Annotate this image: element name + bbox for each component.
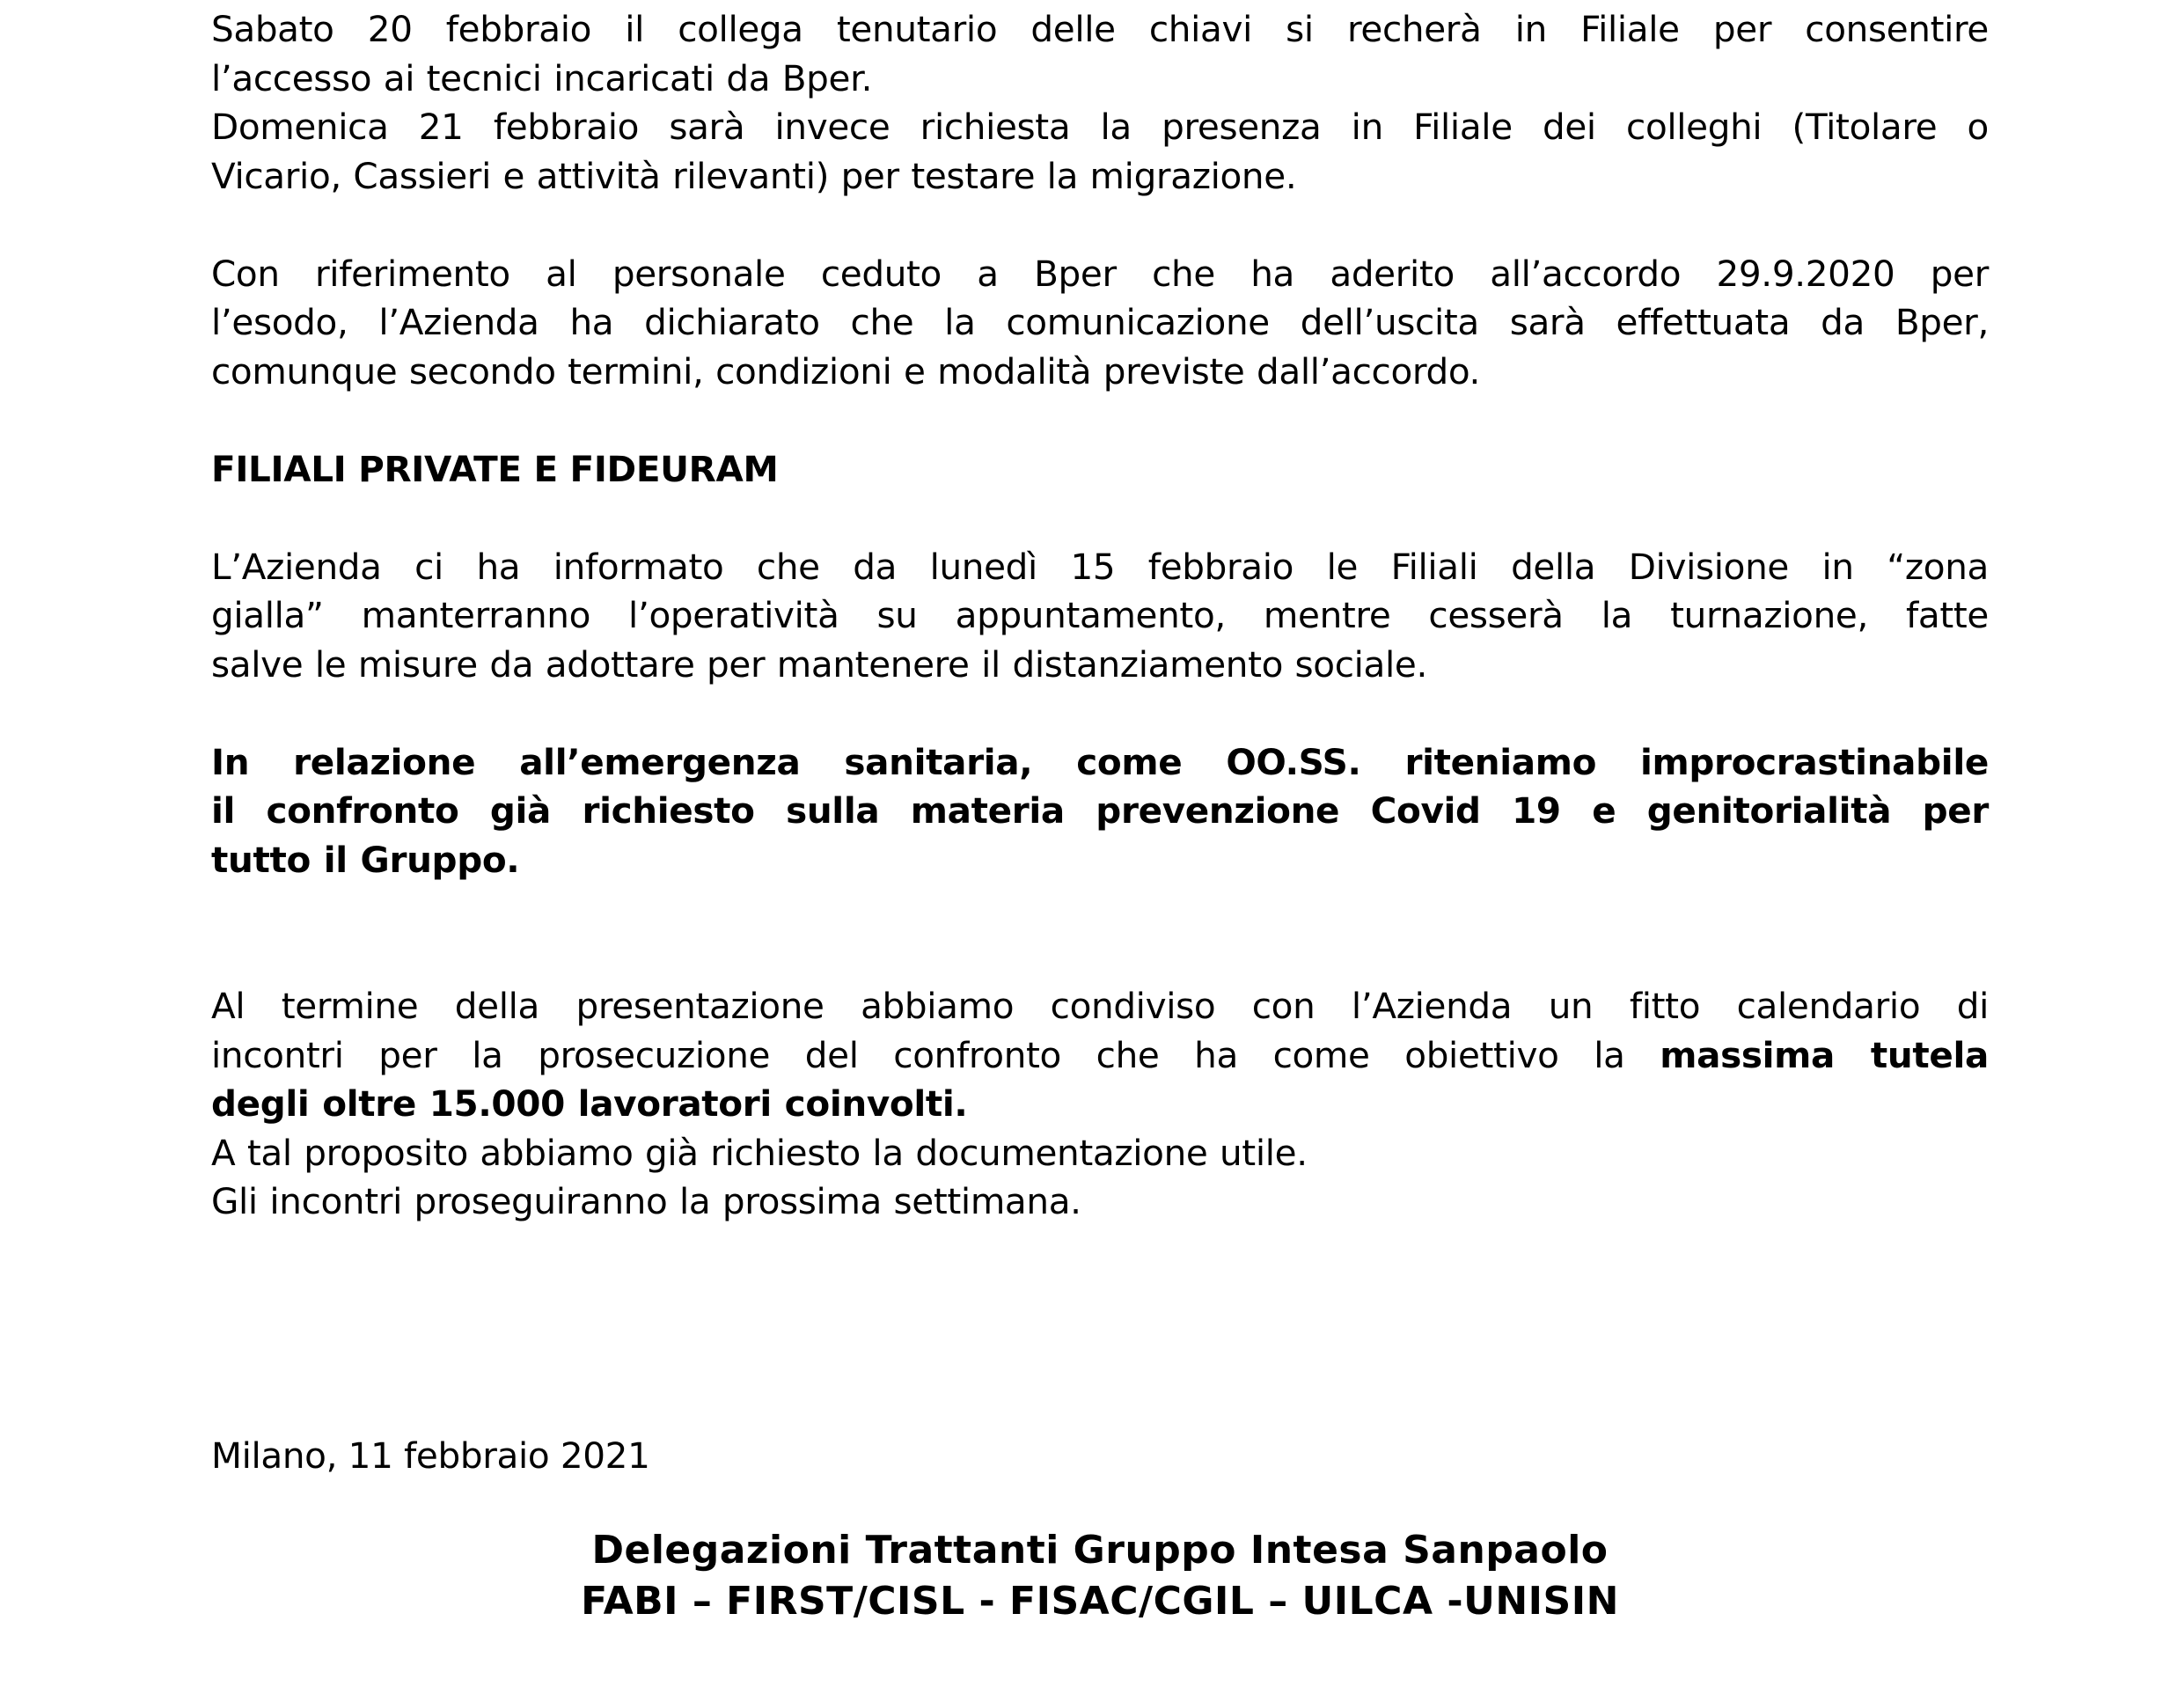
text-line: Domenica 21 febbraio sarà invece richiesta la presenza in Filiale dei colleghi (Titolare o — [211, 106, 1989, 148]
document-body — [211, 5, 1989, 1227]
paragraph-calendario — [211, 982, 1989, 1227]
text-line: degli oltre 15.000 lavoratori coinvolti. — [211, 1082, 968, 1125]
text-line: L’Azienda ci ha informato che da lunedì 15 febbraio le Filiali della Divisione in “zona — [211, 545, 1989, 588]
text-line: salve le misure da adottare per mantenere il distanziamento sociale. — [211, 642, 1428, 686]
text-line — [211, 1031, 1989, 1081]
text-line: Vicario, Cassieri e attività rilevanti) per testare la migrazione. — [211, 154, 1297, 197]
text-line: Al termine della presentazione abbiamo condiviso con l’Azienda un fitto calendario di — [211, 985, 1989, 1027]
text-line: Gli incontri proseguiranno la prossima settimana. — [211, 1180, 1081, 1222]
text-line: Sabato 20 febbraio il collega tenutario delle chiavi si recherà in Filiale per consentire — [211, 8, 1989, 50]
text-line: Con riferimento al personale ceduto a Bper che ha aderito all’accordo 29.9.2020 per — [211, 252, 1989, 295]
text-segment-bold: massima tutela — [1660, 1033, 1990, 1076]
text-segment: incontri per la prosecuzione del confronto che ha come obiettivo la — [211, 1033, 1660, 1076]
text-line: In relazione all’emergenza sanitaria, come OO.SS. riteniamo improcrastinabile — [211, 740, 1989, 783]
signature-line-2: FABI – FIRST/CISL - FISAC/CGIL – UILCA -UNISIN — [581, 1579, 1619, 1624]
paragraph-esodo — [211, 250, 1989, 397]
text-line: l’esodo, l’Azienda ha dichiarato che la comunicazione dell’uscita sarà effettuata da Bper, — [211, 301, 1989, 343]
text-line: gialla” manterranno l’operatività su appuntamento, mentre cesserà la turnazione, fatte — [211, 594, 1989, 636]
signature-line-1: Delegazioni Trattanti Gruppo Intesa Sanpaolo — [591, 1528, 1609, 1573]
text-line: A tal proposito abbiamo già richiesto la documentazione utile. — [211, 1131, 1308, 1174]
paragraph-filiali-private — [211, 543, 1989, 690]
text-line: comunque secondo termini, condizioni e modalità previste dall’accordo. — [211, 349, 1481, 392]
place-and-date: Milano, 11 febbraio 2021 — [211, 1434, 650, 1477]
section-heading: FILIALI PRIVATE E FIDEURAM — [211, 447, 779, 490]
text-line: tutto il Gruppo. — [211, 838, 520, 881]
text-line: il confronto già richiesto sulla materia prevenzione Covid 19 e genitorialità per — [211, 789, 1989, 832]
paragraph-emergenza-sanitaria — [211, 738, 1989, 885]
paragraph-migration-weekend — [211, 5, 1989, 201]
text-line: l’accesso ai tecnici incaricati da Bper. — [211, 56, 873, 99]
